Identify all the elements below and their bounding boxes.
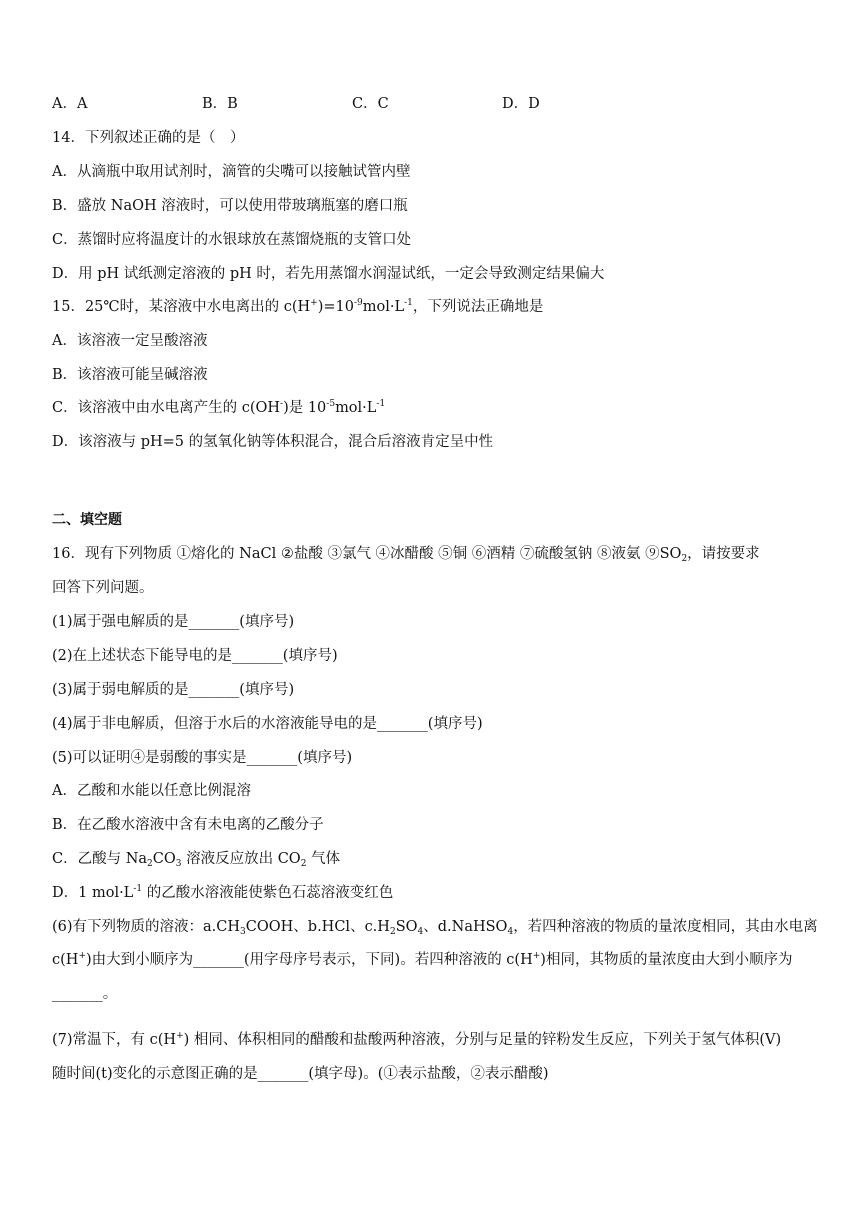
- q16-part7-line2: 随时间(t)变化的示意图正确的是_______(填字母)。(①表示盐酸，②表示醋酸): [52, 1066, 549, 1082]
- q15-stem: 15．25℃时，某溶液中水电离出的 $c(H^+)=10^{-9}mol\cdot L^{-1}$，下列说法正确地是: [52, 298, 544, 315]
- q15-option-a: A．该溶液一定呈酸溶液: [52, 333, 208, 349]
- q16-part6-line1: (6)有下列物质的溶液：$a.CH_3COOH$、b.HCl、$c.H_2SO_4$、d.NaHSO$_4$，若四种溶液的物质的量浓度相同，其由水电离: [52, 919, 818, 937]
- q14-option-b: B．盛放 NaOH 溶液时，可以使用带玻璃瓶塞的磨口瓶: [52, 198, 408, 214]
- q16-part4: (4)属于非电解质，但溶于水后的水溶液能导电的是_______(填序号): [52, 716, 483, 732]
- q13-option-a: A．A: [52, 96, 88, 112]
- q14-option-c: C．蒸馏时应将温度计的水银球放在蒸馏烧瓶的支管口处: [52, 232, 412, 248]
- q16-part7-line1: (7)常温下，有 c(H+) 相同、体积相同的醋酸和盐酸两种溶液，分别与足量的锌粉发生反应，下列关于氢气体积(V): [52, 1031, 782, 1048]
- q15-option-c: C．该溶液中由水电离产生的 c(OH-)是 $10^{-5}mol\cdot L^{-1}$: [52, 399, 386, 416]
- q16-part2: (2)在上述状态下能导电的是_______(填序号): [52, 648, 338, 664]
- q16-part5-option-c: C．乙酸与 $Na_2CO_3$ 溶液反应放出 $CO_2$ 气体: [52, 851, 341, 869]
- q13-option-b: B．B: [202, 96, 238, 112]
- q16-part5: (5)可以证明④是弱酸的事实是_______(填序号): [52, 750, 353, 766]
- section-title: 二、填空题: [52, 512, 122, 528]
- q16-part5-option-a: A．乙酸和水能以任意比例混溶: [52, 783, 251, 799]
- q16-stem-line2: 回答下列问题。: [52, 580, 154, 596]
- q16-part6-line2: c(H+)由大到小顺序为_______(用字母序号表示，下同)。若四种溶液的 c(H+)相同，其物质的量浓度由大到小顺序为: [52, 951, 793, 968]
- q16-stem-line1: 16．现有下列物质 ①熔化的 NaCl ②盐酸 ③氯气 ④冰醋酸 ⑤铜 ⑥酒精 ⑦硫酸氢钠 ⑧液氨 $⑨SO_2$，请按要求: [52, 546, 760, 564]
- q16-part6-line3: _______。: [52, 986, 118, 1002]
- q13-options: [52, 92, 812, 114]
- q15-option-b: B．该溶液可能呈碱溶液: [52, 367, 208, 383]
- q15-option-d: D．该溶液与 pH=5 的氢氧化钠等体积混合，混合后溶液肯定呈中性: [52, 434, 494, 450]
- q14-stem: 14．下列叙述正确的是（ ）: [52, 130, 245, 146]
- q13-option-c: C．C: [352, 96, 389, 112]
- q14-option-d: D．用 pH 试纸测定溶液的 pH 时，若先用蒸馏水润湿试纸，一定会导致测定结果偏大: [52, 266, 605, 282]
- q16-part5-option-d: D．1 $mol\cdot L^{-1}$ 的乙酸水溶液能使紫色石蕊溶液变红色: [52, 884, 394, 901]
- q16-part1: (1)属于强电解质的是_______(填序号): [52, 614, 295, 630]
- q14-option-a: A．从滴瓶中取用试剂时，滴管的尖嘴可以接触试管内壁: [52, 164, 411, 180]
- q16-part3: (3)属于弱电解质的是_______(填序号): [52, 682, 295, 698]
- q13-option-d: D．D: [502, 96, 540, 112]
- q16-part5-option-b: B．在乙酸水溶液中含有未电离的乙酸分子: [52, 817, 324, 833]
